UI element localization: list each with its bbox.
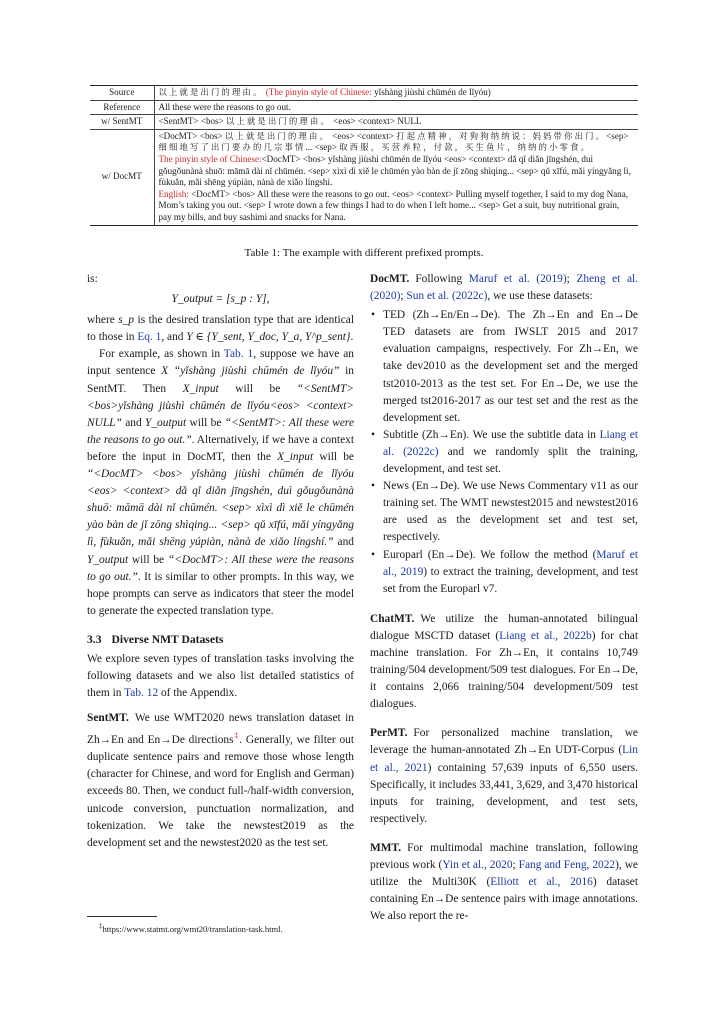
text: will be: [128, 553, 168, 566]
text: Subtitle (Zh→En). We use the subtitle data in: [383, 428, 600, 441]
docmt-english: [159, 189, 635, 224]
text: For personalized machine translation, we leverage the human-annotated Zh→En UDT-Corpus (: [370, 727, 638, 757]
table-row-reference: [90, 100, 638, 115]
is-text: is:: [87, 273, 98, 285]
text: Following: [415, 273, 469, 285]
docmt-prefix: <DocMT> <bos>: [158, 130, 225, 141]
text: is the desired translation type that are identical to those in: [87, 314, 354, 344]
section-title: Diverse NMT Datasets: [111, 632, 224, 646]
text: , and: [161, 331, 187, 344]
table-caption: Table 1: The example with different prefixed prompts.: [244, 247, 484, 259]
math-sp: s_p: [118, 314, 135, 327]
footnote-rule: [87, 916, 157, 917]
text: . Generally, we filter out duplicate sentence pairs and remove those whose length (character for Chinese, and word for English and German) exceeds 80. Then, we conduct full-/half-width conversion, unicode conversion, punctuation normalization, and tokenization. We take the newstest2019 as the development set and the newstest2020 as the test set.: [87, 734, 355, 849]
docmt-chinese: [159, 131, 635, 154]
paragraph-title: PerMT.: [370, 727, 408, 740]
text: We utilize the human-annotated bilingual dialogue MSCTD dataset (: [370, 612, 638, 642]
text: . Alternatively, if we have a context before the input in DocMT, then the: [87, 433, 354, 463]
citation-link[interactable]: Liang et al., 2022b: [499, 629, 592, 642]
row-label: w/ SentMT: [90, 115, 154, 130]
dataset-list: [370, 307, 638, 598]
footnote-marker[interactable]: ‡: [233, 731, 240, 741]
text: We explore seven types of translation tasks involving the following datasets and we also list detailed statistics of them in: [87, 652, 354, 700]
english-label: English:: [158, 188, 189, 199]
docmt-mid-3: ... <sep>: [305, 142, 340, 153]
paragraph-title: SentMT.: [87, 712, 129, 725]
row-label: Reference: [90, 100, 154, 115]
math-x: X: [161, 365, 169, 378]
tab-1-link[interactable]: Tab. 1: [223, 348, 254, 361]
sentmt-chinese: 以上就是出门的理由。: [226, 116, 331, 127]
row-content: [154, 115, 638, 130]
math-y-output: Y_output: [87, 553, 129, 566]
text: We use WMT2020 news translation dataset in Zh→En and En→De directions: [87, 712, 354, 747]
paragraph-example: [87, 346, 354, 620]
left-column: [87, 271, 354, 852]
text: , suppose we have an input sentence: [87, 348, 354, 378]
docmt-cjk-1: 以上就是出门的理由。: [225, 130, 330, 141]
math-x-input: X_input: [182, 382, 219, 395]
text: . It is similar to other prompts. In this way, we hope prompts can serve as indicators that steer the model to generate the expected translation type.: [87, 570, 354, 617]
text: ;: [400, 290, 407, 303]
paragraph-title: DocMT.: [370, 273, 410, 285]
docmt-mid-2: <sep>: [606, 130, 629, 141]
sentmt-rest: <eos> <context> NULL: [331, 116, 422, 127]
text: and we randomly split the training, development, and test set.: [383, 445, 638, 476]
sentmt-input-quote: “<SentMT> <bos>yǐshàng jiùshì chūmén de lǐyóu<eos> <context> NULL”: [87, 382, 354, 429]
text: For multimodal machine translation, following previous work (: [370, 841, 638, 871]
paragraph-docmt: [370, 271, 638, 305]
docmt-output-quote: “<DocMT>: All these were the reasons to go out.”: [87, 553, 354, 583]
text: ), we utilize the Multi30K (: [370, 859, 638, 889]
list-item: [370, 427, 638, 478]
footnote: [87, 916, 354, 935]
citation-link[interactable]: Maruf et al., 2019: [383, 548, 638, 578]
citation-link[interactable]: Elliott et al., 2016: [490, 876, 593, 889]
right-column: [370, 271, 638, 925]
sentmt-prefix: <SentMT> <bos>: [158, 116, 227, 127]
text: in SentMT. Then: [87, 365, 354, 395]
paragraph-title: MMT.: [370, 841, 402, 854]
pinyin-quote: “yǐshàng jiùshì chūmén de lǐyóu”: [168, 365, 340, 378]
paragraph-title: ChatMT.: [370, 612, 415, 625]
table-row-sentmt: [90, 115, 638, 130]
docmt-mid-1: <eos> <context>: [329, 130, 397, 141]
math-x-input: X_input: [277, 450, 314, 463]
paragraph-sentmt: [87, 710, 354, 852]
pinyin-note-label: (The pinyin style of Chinese:: [265, 87, 372, 97]
source-chinese: 以上就是出门的理由。: [158, 87, 264, 97]
text: and: [333, 536, 355, 549]
docmt-cjk-2: 打起点精神，对狗狗纳纳说：妈妈带你出门。: [396, 130, 607, 141]
sentmt-output-quote: “<SentMT>: All these were the reasons to go out.”: [87, 416, 355, 446]
paragraph-datasets-intro: [87, 651, 354, 702]
row-content: [154, 129, 638, 225]
tab-12-link[interactable]: Tab. 12: [124, 687, 159, 700]
text: Europarl (En→De). We follow the method (: [383, 548, 597, 561]
text: will be: [218, 382, 297, 395]
text: of the Appendix.: [158, 687, 238, 700]
eq-1-link[interactable]: Eq. 1: [137, 331, 162, 344]
citation-link[interactable]: Sun et al. (2022c): [406, 290, 488, 303]
text: where: [87, 314, 119, 327]
docmt-cjk-3: 细细地写了出门要办的几宗事情: [158, 142, 306, 153]
text: ) dataset containing En→De sentence pairs with image annotations. We also report the re-: [370, 876, 639, 923]
citation-link[interactable]: Liang et al. (2022c): [383, 428, 638, 458]
docmt-pinyin: [159, 154, 635, 189]
pinyin-note-text: yǐshàng jiùshì chūmén de lǐyóu): [371, 87, 491, 97]
docmt-cjk-4: 取西服，买营养粒，付款，买生鱼片，纳纳的小零食。: [339, 142, 592, 153]
text: will be: [313, 450, 354, 463]
math-y-output: Y_output: [145, 416, 187, 429]
section-heading: [87, 631, 354, 648]
math-y-set: Y ∈ {Y_sent, Y_doc, Y_a, Y^p_sent}: [186, 331, 351, 344]
footnote-mark: ‡: [99, 922, 103, 930]
text: and: [121, 416, 146, 429]
row-label: w/ DocMT: [90, 129, 154, 225]
citation-link[interactable]: Yin et al., 2020: [442, 859, 513, 871]
text: ;: [512, 859, 519, 871]
text: ) to extract the training, development, and test set from the Europarl v7.: [383, 565, 638, 595]
output-formula: Y_output = [s_p : Y],: [171, 293, 270, 306]
text: will be: [186, 416, 225, 429]
table-row-docmt: [90, 129, 638, 225]
citation-link[interactable]: Lin et al., 2021: [370, 744, 638, 774]
row-label: Source: [90, 86, 154, 101]
paragraph-chatmt: [370, 611, 638, 714]
list-item: [370, 547, 638, 598]
footnote-url[interactable]: https://www.statmt.org/wmt20/translation-task.html.: [102, 923, 283, 934]
list-item: • News (En→De). We use News Commentary v11 as our training set. The WMT newstest2015 and newstest2016 are used as the development set and test set, respectively.: [370, 478, 638, 546]
text: .: [350, 331, 354, 344]
text: , we use these datasets:: [487, 290, 593, 303]
reference-text: All these were the reasons to go out.: [154, 100, 638, 115]
docmt-input-quote: “<DocMT> <bos> yǐshàng jiùshì chūmén de lǐyóu <eos> <context> dǎ qǐ diǎn jīngshén, duì gǒugǒunànà shuō: māmā dài nǐ chūmén. <sep> xìxì dì xiě le chūmén yào bàn de jǐ zōng shìqing... <sep> qǔ xīfú, mǎi yíngyǎng lì, fùkuǎn, mǎi shēng yúpiàn, nànà de xiǎo língshí.”: [87, 468, 354, 549]
example-table: [90, 85, 638, 226]
pinyin-text: <DocMT> <bos> yǐshàng jiùshì chūmén de lǐyóu <eos> <context> dǎ qǐ diǎn jīngshén, duì gǒugǒunànà shuō: māmā dài nǐ chūmén. <sep> xìxì dì xiě le chūmén yào bàn de jǐ zōng shìqing... <sep> qǔ xīfú, mǎi yíngyǎng lì, fùkuǎn, mǎi shēng yúpiàn, nànà de xiǎo língshí.: [158, 153, 631, 188]
citation-link[interactable]: Maruf et al. (2019): [468, 273, 567, 285]
paragraph-mmt: [370, 840, 638, 925]
text: ) for chat machine translation. For Zh→En, it contains 10,749 training/504 development/509 test dialogues. For En→De, it contains 2,066 training/504 development/509 test dialogues.: [370, 629, 638, 711]
paragraph-permt: [370, 725, 638, 828]
text: For example, as shown in: [99, 348, 224, 361]
text: ;: [566, 273, 577, 285]
paragraph-prompt-types: [87, 312, 354, 346]
citation-link[interactable]: Fang and Feng, 2022: [518, 859, 616, 871]
text: ) containing 57,639 inputs of 6,550 users. Specifically, it includes 33,441, 3,629, and 3,470 historical inputs for training, development, and test sets, respectively.: [370, 761, 638, 825]
pinyin-label: The pinyin style of Chinese:: [158, 153, 262, 164]
footnote-text: [87, 921, 354, 935]
row-content: [154, 86, 638, 101]
section-number: 3.3: [87, 632, 102, 646]
table-row-source: [90, 86, 638, 101]
english-text: <DocMT> <bos> All these were the reasons to go out. <eos> <context> Pulling myself together, I said to my dog Nana, Mom’s taking you out. <sep> I wrote down a few things I had to do when I left home... <sep> Get a suit, buy nutritional grain, pay my bills, and buy sashimi and snacks for Nana.: [158, 188, 629, 222]
list-item: • TED (Zh→En/En→De). The Zh→En and En→De TED datasets are from IWSLT 2015 and 2017 evaluation campaigns, respectively. For Zh→En, we take dev2010 as the development set and the merged tst2010-2013 as the test set. For En→De, we use the merged tst2016-2017 as our test set and the rest as the development set.: [370, 307, 638, 427]
citation-link[interactable]: Zheng et al. (2020): [370, 273, 639, 303]
